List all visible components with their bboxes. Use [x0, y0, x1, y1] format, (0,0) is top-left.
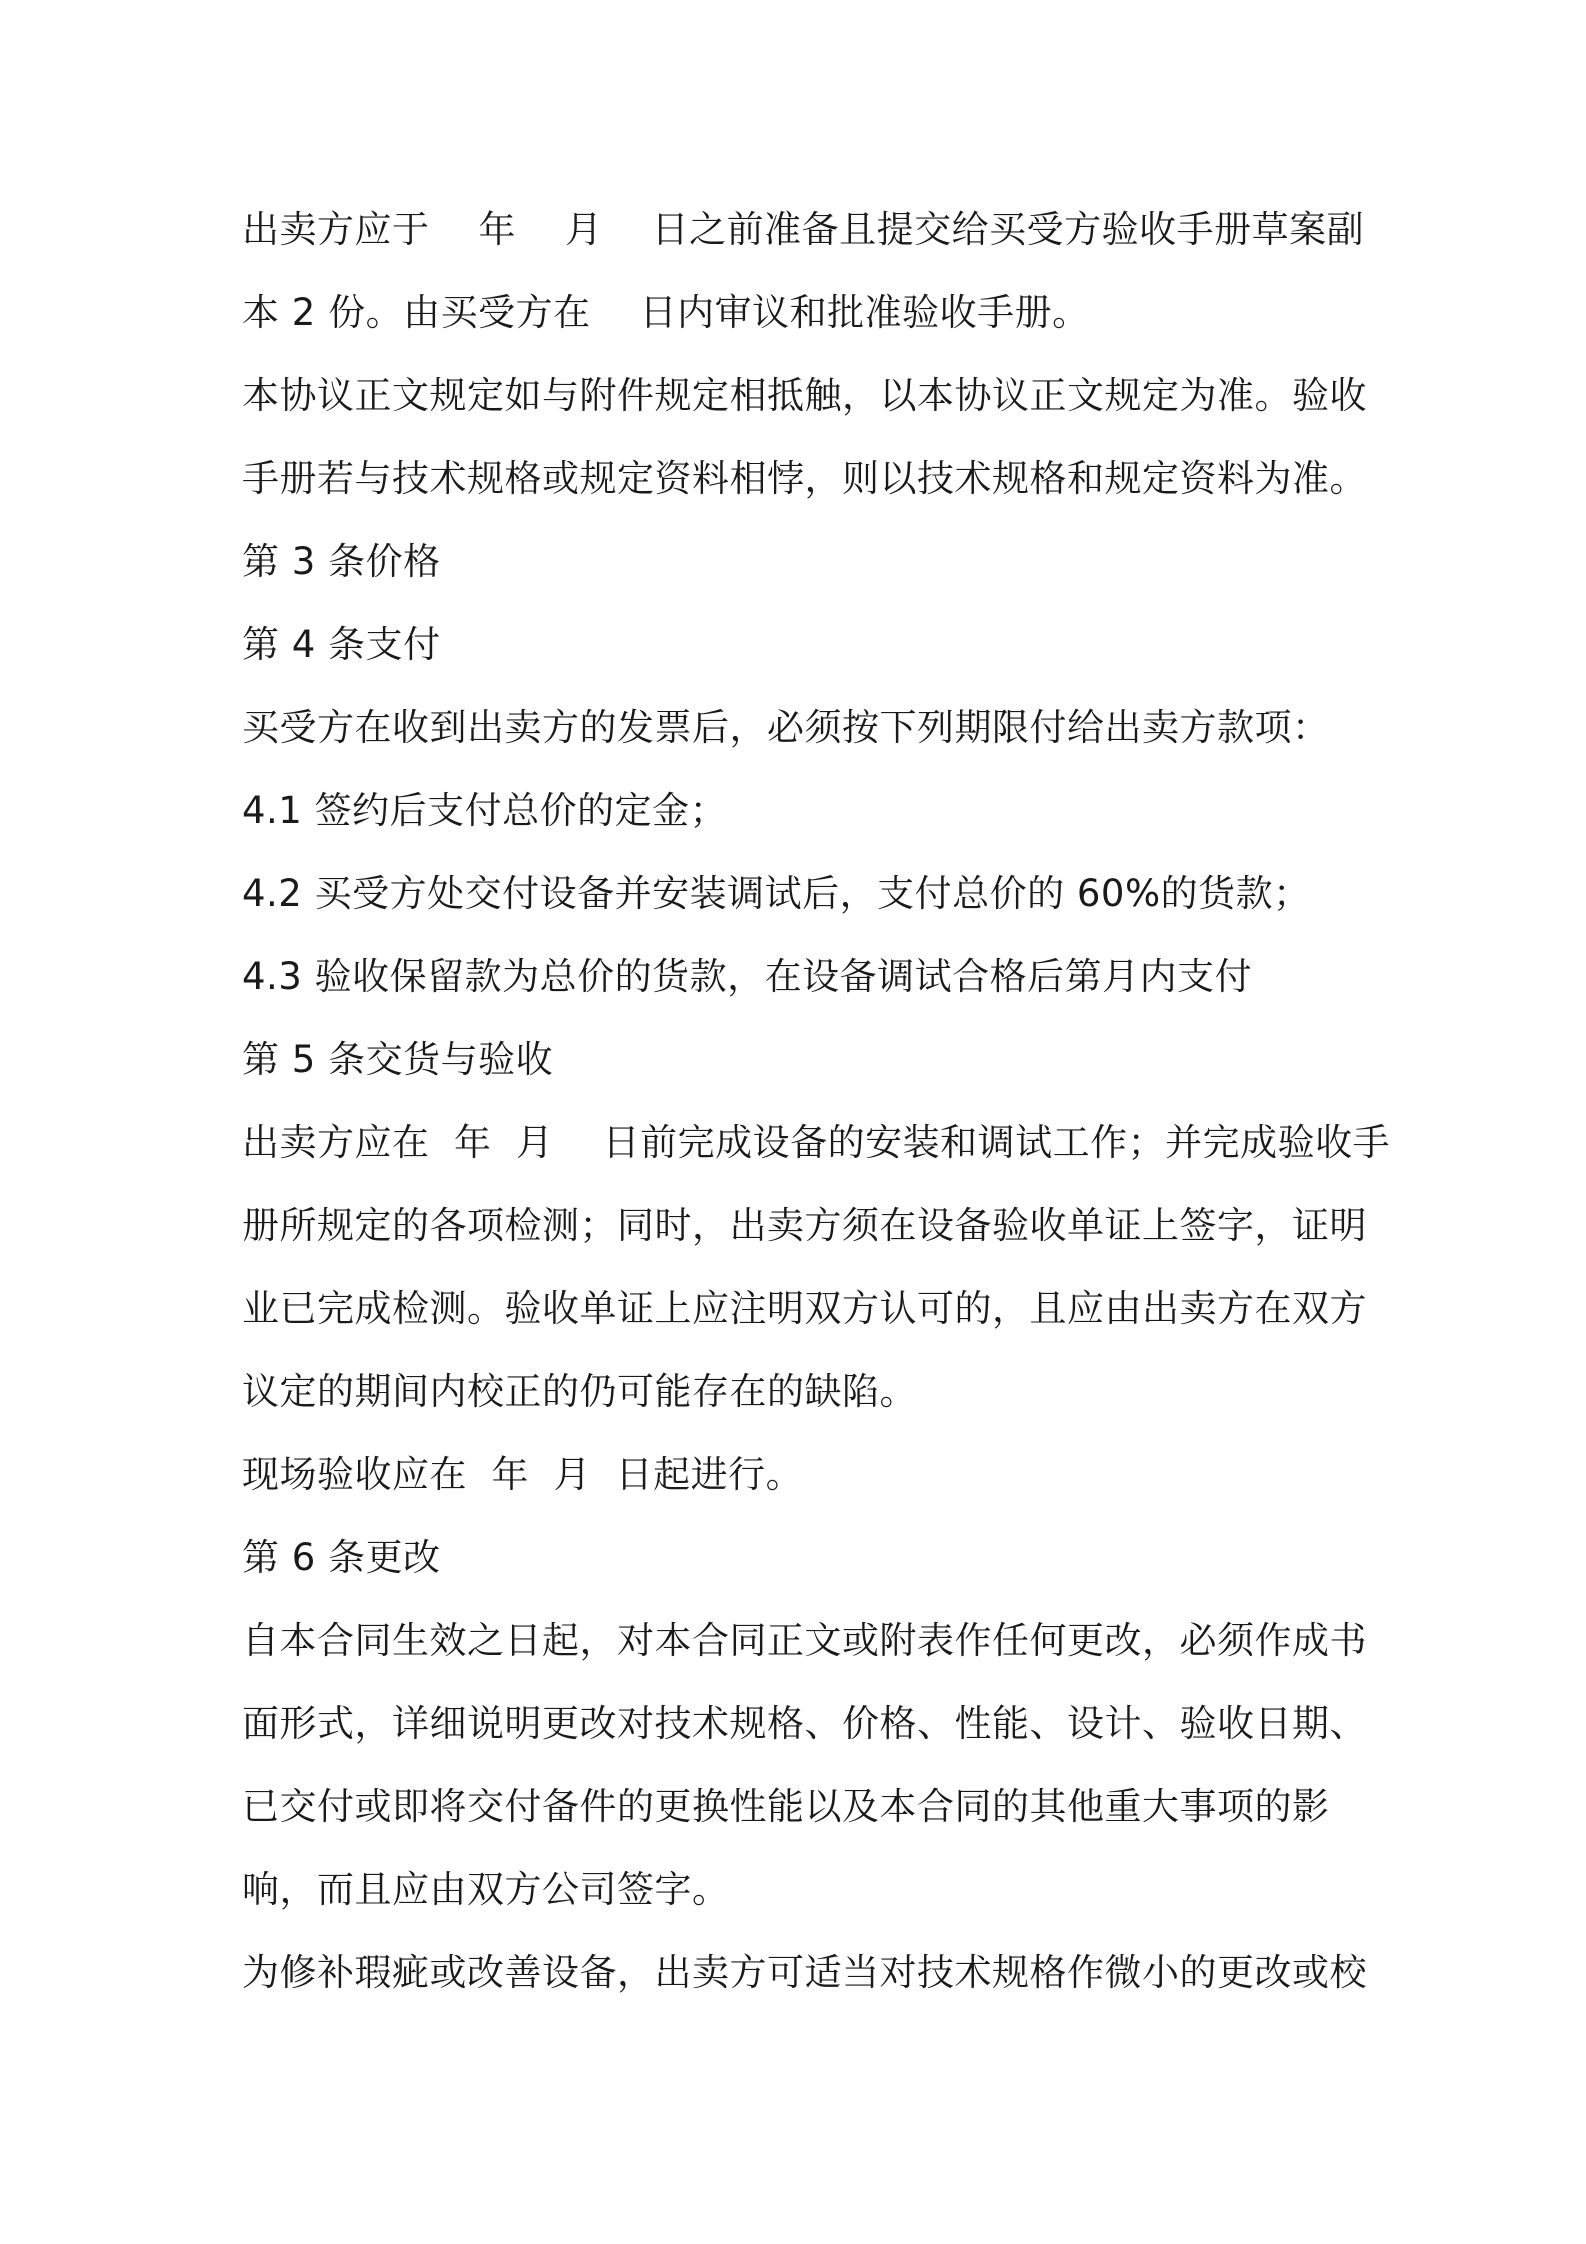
paragraph-line: 买受方在收到出卖方的发票后，必须按下列期限付给出卖方款项： [242, 706, 1330, 749]
paragraph-line: 为修补瑕疵或改善设备，出卖方可适当对技术规格作微小的更改或校 [242, 1951, 1367, 1994]
paragraph-line: 出卖方应于 年 月 日之前准备且提交给买受方验收手册草案副 [242, 208, 1365, 251]
list-item: 4.3 验收保留款为总价的货款，在设备调试合格后第月内支付 [242, 955, 1253, 998]
article-heading-3: 第 3 条价格 [242, 540, 441, 583]
paragraph-line: 册所规定的各项检测；同时，出卖方须在设备验收单证上签字，证明 [242, 1204, 1367, 1247]
paragraph-line: 已交付或即将交付备件的更换性能以及本合同的其他重大事项的影 [242, 1785, 1330, 1828]
paragraph-line: 本协议正文规定如与附件规定相抵触，以本协议正文规定为准。验收 [242, 374, 1367, 417]
paragraph-line: 响，而且应由双方公司签字。 [242, 1868, 730, 1911]
list-item: 4.2 买受方处交付设备并安装调试后，支付总价的 60%的货款； [242, 872, 1311, 915]
paragraph-line: 自本合同生效之日起，对本合同正文或附表作任何更改，必须作成书 [242, 1619, 1367, 1662]
paragraph-line: 现场验收应在 年 月 日起进行。 [242, 1453, 804, 1496]
list-item: 4.1 签约后支付总价的定金； [242, 789, 728, 832]
article-heading-5: 第 5 条交货与验收 [242, 1038, 554, 1081]
paragraph-line: 出卖方应在 年 月 日前完成设备的安装和调试工作；并完成验收手 [242, 1121, 1391, 1164]
article-heading-4: 第 4 条支付 [242, 623, 441, 666]
paragraph-line: 议定的期间内校正的仍可能存在的缺陷。 [242, 1370, 917, 1413]
paragraph-line: 手册若与技术规格或规定资料相悖，则以技术规格和规定资料为准。 [242, 457, 1367, 500]
paragraph-line: 面形式，详细说明更改对技术规格、价格、性能、设计、验收日期、 [242, 1702, 1367, 1745]
paragraph-line: 业已完成检测。验收单证上应注明双方认可的，且应由出卖方在双方 [242, 1287, 1367, 1330]
paragraph-line: 本 2 份。由买受方在 日内审议和批准验收手册。 [242, 291, 1090, 334]
article-heading-6: 第 6 条更改 [242, 1536, 441, 1579]
document-body [242, 200, 1391, 2026]
